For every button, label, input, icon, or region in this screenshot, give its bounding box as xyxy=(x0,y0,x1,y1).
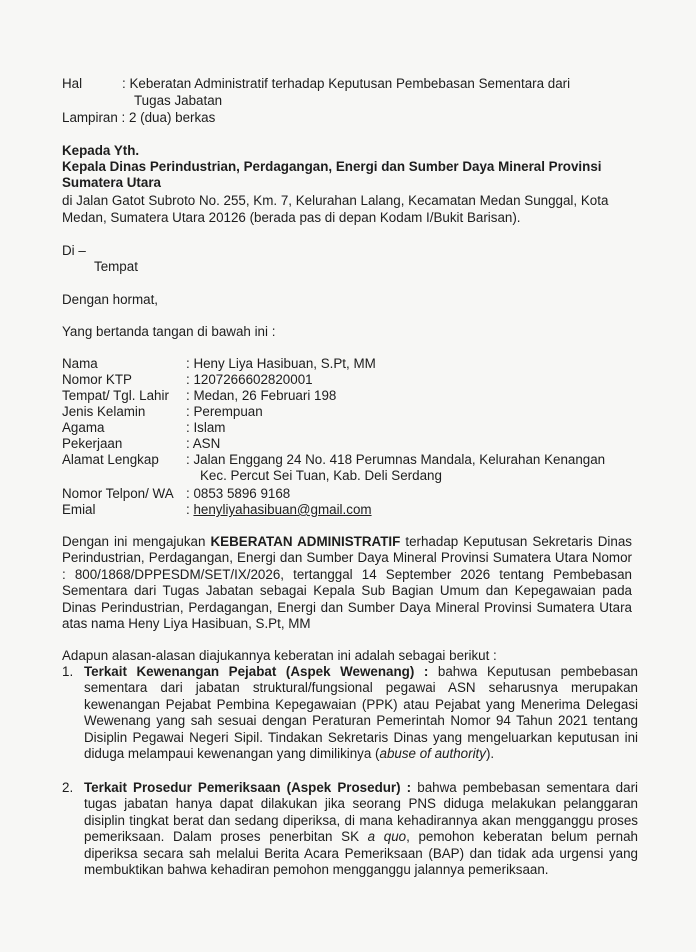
identity-value: : ASN xyxy=(186,436,221,451)
di-label: Di – xyxy=(62,243,86,258)
recipient-name-line2: Sumatera Utara xyxy=(62,175,161,190)
recipient-greeting: Kepada Yth. xyxy=(62,143,140,158)
identity-value: Kec. Percut Sei Tuan, Kab. Deli Serdang xyxy=(200,468,442,483)
identity-value xyxy=(186,502,372,518)
identity-label: Pekerjaan xyxy=(62,436,123,451)
email-link[interactable]: henyliyahasibuan@gmail.com xyxy=(193,502,372,517)
identity-value: : Heny Liya Hasibuan, S.Pt, MM xyxy=(186,356,376,371)
identity-label: Alamat Lengkap xyxy=(62,452,159,467)
identity-value: : Islam xyxy=(186,420,226,435)
identity-value: : 1207266602820001 xyxy=(186,372,313,387)
identity-label: Jenis Kelamin xyxy=(62,404,146,419)
hal-value-line1: : Keberatan Administratif terhadap Keputusan Pembebasan Sementara dari xyxy=(122,76,571,91)
statement-post: terhadap Keputusan Sekretaris Dinas Perindustrian, Perdagangan, Energi dan Sumber Daya Mineral Provinsi Sumatera Utara Nomor : 800/1868/DPPESDM/SET/IX/2026, tertanggal 14 September 2026 tentang Pembebasan Sementara dari Tugas Jabatan sebagai Kepala Sub Bagian Umum dan Kepegawaian pada Dinas Perindustrian, Perdagangan, Energi dan Sumber Daya Mineral Provinsi Sumatera Utara atas nama Heny Liya Hasibuan, S.Pt, MM xyxy=(62,534,632,632)
reason-title: Terkait Kewenangan Pejabat (Aspek Wewenang) : xyxy=(84,664,429,679)
salutation: Dengan hormat, xyxy=(62,292,159,307)
reason-number: 2. xyxy=(62,780,74,795)
identity-value: : Jalan Enggang 24 No. 418 Perumnas Mandala, Kelurahan Kenangan xyxy=(186,452,606,467)
identity-label: Tempat/ Tgl. Lahir xyxy=(62,388,169,403)
identity-value: : Medan, 26 Februari 198 xyxy=(186,388,337,403)
reason-title: Terkait Prosedur Pemeriksaan (Aspek Prosedur) : xyxy=(84,780,412,795)
reason-number: 1. xyxy=(62,664,74,679)
identity-label: Nomor KTP xyxy=(62,372,132,387)
identity-value-colon: : xyxy=(186,502,194,517)
reason-tail: ). xyxy=(485,746,495,762)
reason-tail: , pemohon keberatan belum pernah diperiksa secara sah melalui Berita Acara Pemeriksaan (BAP) dan tidak ada urgensi yang membuktikan bahwa kehadiran pemohon mengganggu jalannya pemeriksaan. xyxy=(84,829,638,878)
lampiran-line: Lampiran : 2 (dua) berkas xyxy=(62,110,216,125)
reason-body: bahwa pembebasan sementara dari tugas jabatan hanya dapat dilakukan jika seorang PNS diduga melakukan pelanggaran disiplin tingkat berat dan sedang diperiksa, di mana kehadirannya akan mengganggu proses pemeriksaan. Dalam proses penerbitan SK xyxy=(84,780,638,845)
identity-value: : Perempuan xyxy=(186,404,263,419)
tempat-label: Tempat xyxy=(94,259,138,274)
identity-label: Nama xyxy=(62,356,98,371)
reason-italic: a quo xyxy=(367,829,407,845)
reason-body: bahwa Keputusan pembebasan sementara dari jabatan struktural/fungsional pegawai ASN seharusnya merupakan kewenangan Pejabat Pembina Kepegawaian (PPK) atau Pejabat yang Menerima Delegasi Wewenang yang sah sesuai dengan Peraturan Pemerintah Nomor 94 Tahun 2021 tentang Disiplin Pegawai Negeri Sipil. Tindakan Sekretaris Dinas yang mengeluarkan keputusan ini diduga melampaui kewenangan yang dimilikinya ( xyxy=(84,664,638,762)
intro-line: Yang bertanda tangan di bawah ini : xyxy=(62,324,276,339)
recipient-address-line1: di Jalan Gatot Subroto No. 255, Km. 7, Kelurahan Lalang, Kecamatan Medan Sunggal, Kota xyxy=(62,193,609,208)
identity-label: Emial xyxy=(62,502,96,517)
statement-paragraph xyxy=(62,534,632,632)
recipient-name-line1: Kepala Dinas Perindustrian, Perdagangan, Energi dan Sumber Daya Mineral Provinsi xyxy=(62,159,602,174)
identity-label: Nomor Telpon/ WA xyxy=(62,486,174,501)
reason-italic: abuse of authority xyxy=(379,746,486,762)
hal-label: Hal xyxy=(62,76,83,91)
identity-value: : 0853 5896 9168 xyxy=(186,486,291,501)
recipient-address-line2: Medan, Sumatera Utara 20126 (berada pas di depan Kodam I/Bukit Barisan). xyxy=(62,210,521,225)
reason-item xyxy=(84,780,638,878)
hal-value-line2: Tugas Jabatan xyxy=(134,93,223,108)
reasons-intro: Adapun alasan-alasan diajukannya keberatan ini adalah sebagai berikut : xyxy=(62,648,497,663)
reason-item xyxy=(84,664,638,762)
statement-pre: Dengan ini mengajukan xyxy=(62,534,211,549)
identity-label: Agama xyxy=(62,420,105,435)
statement-bold: KEBERATAN ADMINISTRATIF xyxy=(210,534,401,549)
